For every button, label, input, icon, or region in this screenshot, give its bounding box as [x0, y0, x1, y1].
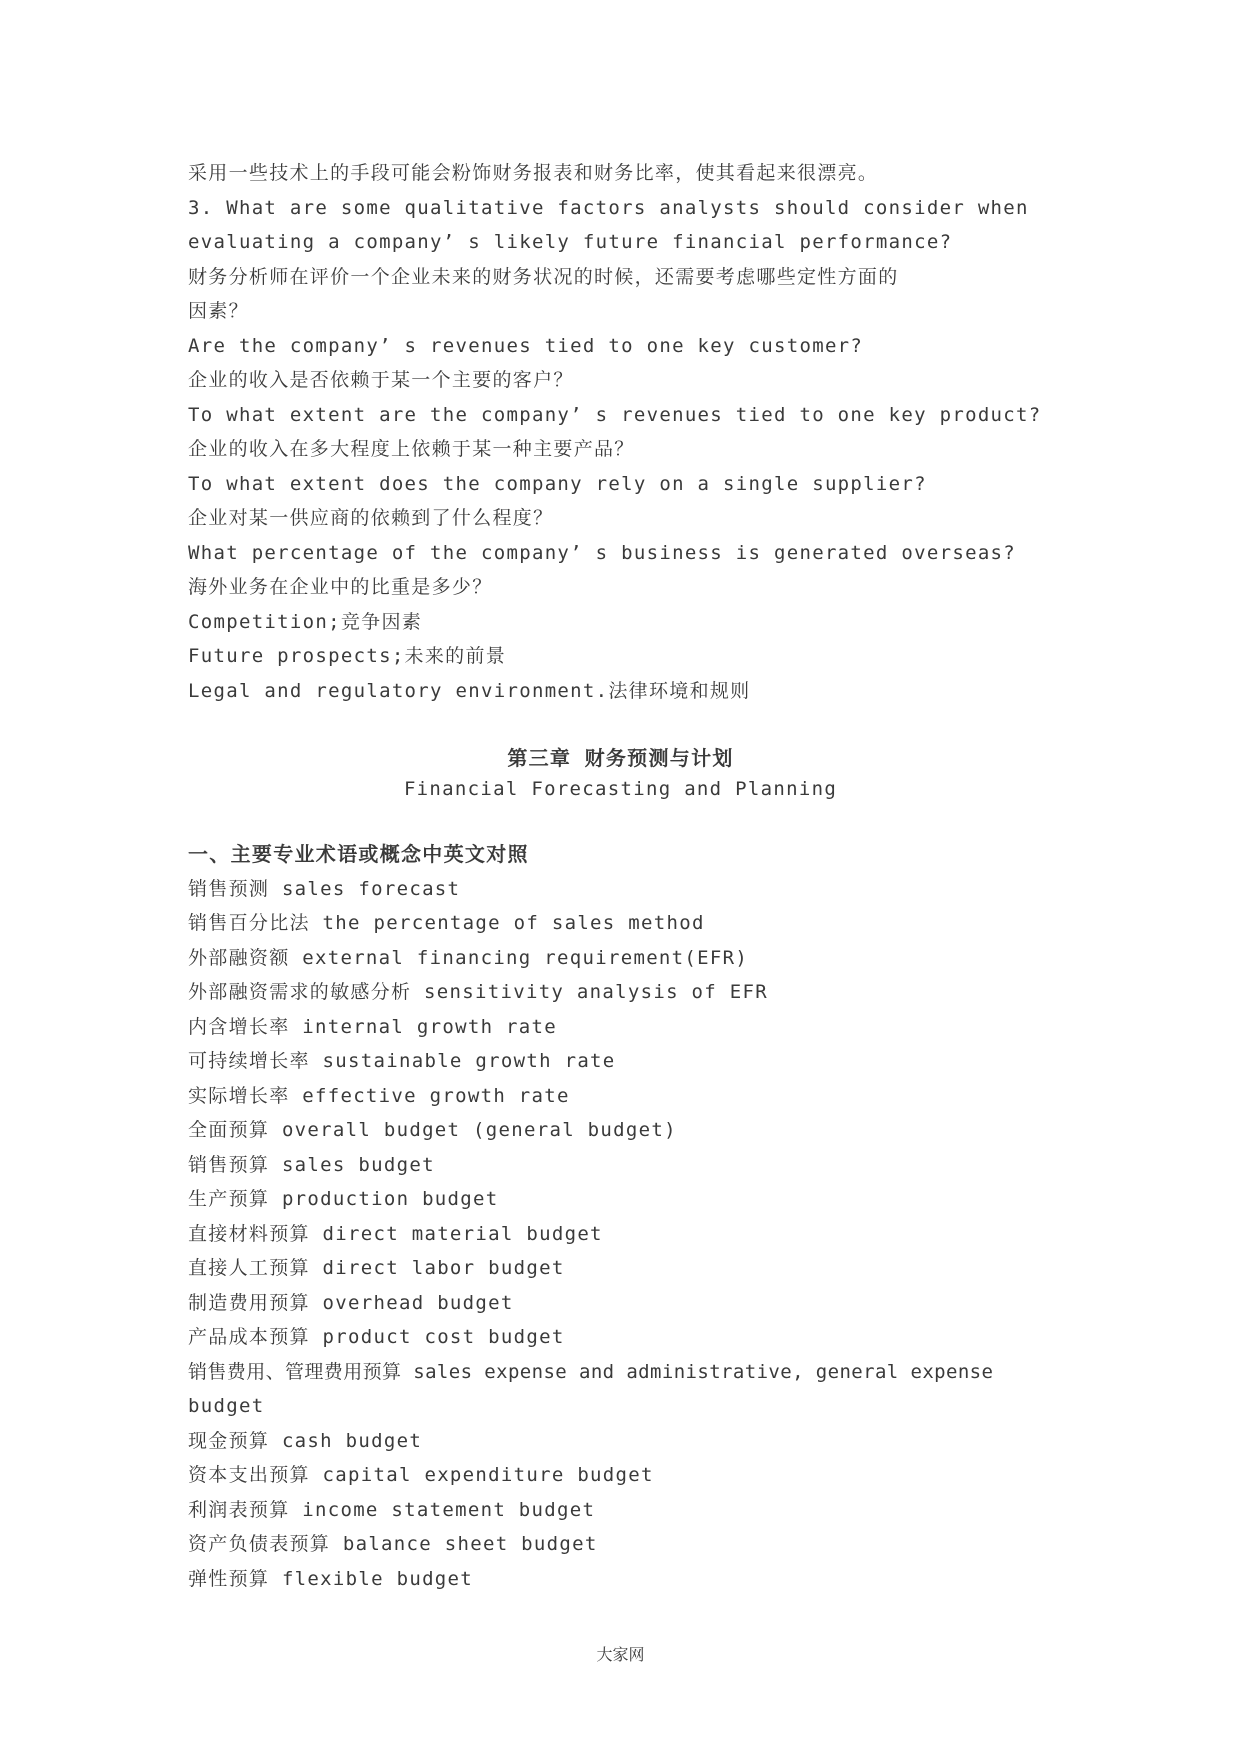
term-item: 资本支出预算 capital expenditure budget	[188, 1464, 654, 1486]
term-item: 全面预算 overall budget (general budget)	[188, 1119, 677, 1141]
text-line: 企业对某一供应商的依赖到了什么程度？	[188, 507, 554, 529]
intro-text	[188, 156, 1088, 708]
page-footer: 大家网	[596, 1645, 645, 1664]
text-line: Legal and regulatory environment.法律环境和规则	[188, 679, 751, 702]
term-item: 现金预算 cash budget	[188, 1429, 423, 1452]
question-line: 3. What are some qualitative factors analysts should consider when	[188, 196, 1029, 219]
term-item: 销售百分比法 the percentage of sales method	[188, 912, 705, 934]
section-heading: 一、主要专业术语或概念中英文对照	[188, 842, 529, 866]
term-item: 内含增长率 internal growth rate	[188, 1015, 558, 1038]
text-line: Are the company’ s revenues tied to one key customer?	[188, 334, 864, 357]
text-line: 因素？	[188, 300, 249, 322]
text-line: 采用一些技术上的手段可能会粉饰财务报表和财务比率，使其看起来很漂亮。	[188, 162, 879, 184]
term-item: 外部融资需求的敏感分析 sensitivity analysis of EFR	[188, 981, 768, 1003]
text-line: Competition;竞争因素	[188, 610, 423, 633]
term-item: 直接人工预算 direct labor budget	[188, 1257, 565, 1279]
term-item: 实际增长率 effective growth rate	[188, 1084, 570, 1107]
term-item: 销售预测 sales forecast	[188, 877, 461, 900]
text-line: 企业的收入是否依赖于某一个主要的客户？	[188, 369, 574, 391]
question-line: evaluating a company’ s likely future financial performance?	[188, 231, 953, 253]
text-line: What percentage of the company’ s business is generated overseas?	[188, 541, 1017, 564]
term-item: 销售费用、管理费用预算 sales expense and administrative, general expense	[188, 1360, 994, 1383]
term-item: 生产预算 production budget	[188, 1188, 499, 1210]
text-line: 企业的收入在多大程度上依赖于某一种主要产品？	[188, 438, 635, 460]
term-item: 销售预算 sales budget	[188, 1153, 435, 1176]
term-item: 可持续增长率 sustainable growth rate	[188, 1050, 616, 1072]
terms-section	[188, 837, 1088, 1596]
text-line: 财务分析师在评价一个企业未来的财务状况的时候，还需要考虑哪些定性方面的	[188, 265, 899, 288]
term-item: 产品成本预算 product cost budget	[188, 1326, 565, 1348]
term-item: 弹性预算 flexible budget	[188, 1567, 474, 1590]
text-line: Future prospects;未来的前景	[188, 645, 507, 667]
term-item-continuation: budget	[188, 1395, 265, 1417]
term-item: 直接材料预算 direct material budget	[188, 1222, 603, 1245]
term-item: 利润表预算 income statement budget	[188, 1498, 596, 1521]
text-line: To what extent does the company rely on a single supplier?	[188, 472, 927, 495]
term-item: 制造费用预算 overhead budget	[188, 1291, 514, 1314]
text-line: 海外业务在企业中的比重是多少？	[188, 576, 493, 598]
chapter-title-cn: 第三章 财务预测与计划	[507, 746, 734, 770]
term-item: 外部融资额 external financing requirement(EFR)	[188, 946, 749, 969]
term-item: 资产负债表预算 balance sheet budget	[188, 1533, 598, 1555]
text-line: To what extent are the company’ s revenues tied to one key product?	[188, 403, 1042, 426]
chapter-title-en: Financial Forecasting and Planning	[403, 778, 838, 800]
